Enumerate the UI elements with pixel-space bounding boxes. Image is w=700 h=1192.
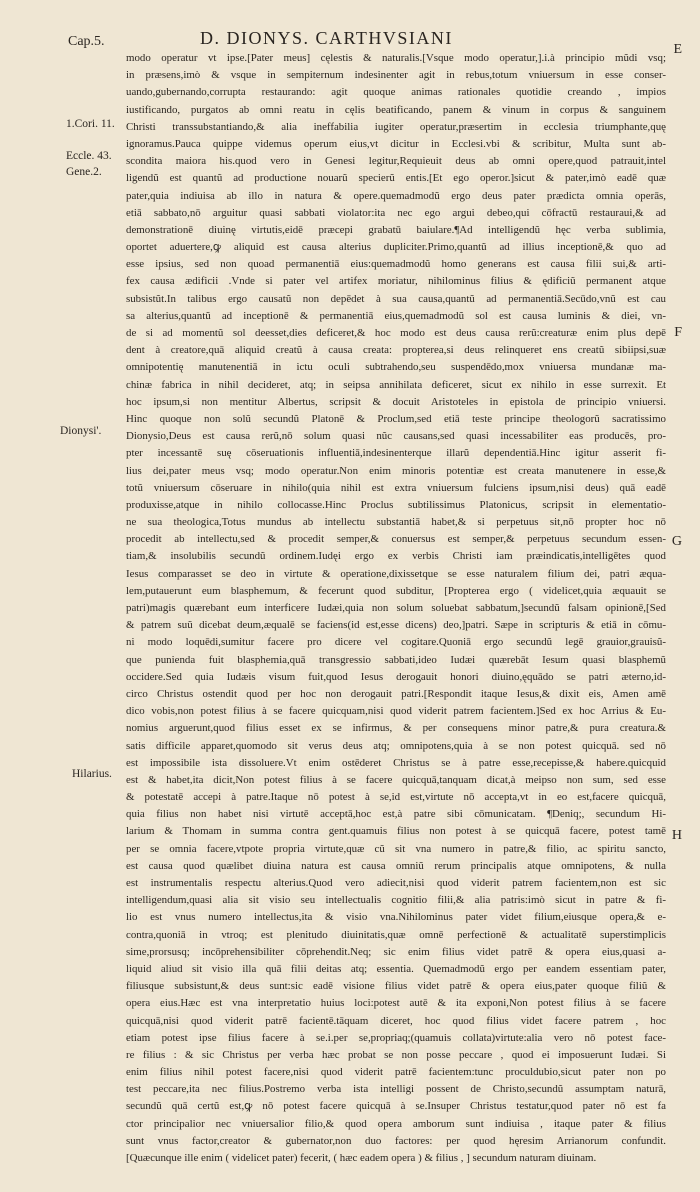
- text-line: sunt vnus factor,creator & gubernator,non duo factores: per quod hęresim Arrianorum confundit.: [126, 1134, 666, 1147]
- text-line: etiā sabbato,nō arguitur quasi sabbati violator:ita nec ego argui debeo,qui cōfractū restauraui,& ad: [126, 206, 666, 219]
- text-line: circo Christus ostendit quod per hoc non derogauit patri.[Respondit itaque Iesus,& dixit eis, Amen amē: [126, 687, 666, 700]
- text-line: lius dei,pater meus vsq; modo operatur.Non enim minoris potentiæ est creata manutenere in esse,&: [126, 464, 666, 477]
- text-line: fex causa ædificii .Vnde si pater vel artifex moriatur, nihilominus filius & ędificiũ permanent atque: [126, 275, 666, 288]
- text-line: etiam potest ipse filius facere à se.i.per se,propriaq;(quamuis collata)virtute:alia vero nō potest face-: [126, 1031, 666, 1044]
- text-line: hoc ipsum,si non mentitur Albertus, scripsit & docuit Aristoteles in epistola de principio vniuersi.: [126, 395, 666, 408]
- body-text: [126, 50, 666, 1167]
- text-line: demonstrationē diuinę virtutis,eidē præcepi grabatū baiulare.¶Ad intelligendũ hęc verba sublimia,: [126, 223, 666, 236]
- margin-note-eccle: Eccle. 43.: [66, 150, 112, 162]
- text-line: Hinc quoque non solũ secundũ Platonē & Proclum,sed etiā teste principe theologorũ sacratissimo: [126, 412, 666, 425]
- text-line: est impossibile ista dissoluere.Vt enim ostēderet Christus se à patre esse,recepisse,& habere.quicquid: [126, 756, 666, 769]
- text-line: lio est vnus numero intellectus,ita & visio vna.Nihilominus pater videt filium,eiusque opera,& e-: [126, 911, 666, 924]
- text-line: larium & Thomam in summa contra gent.quamuis filius non potest à se quicquā facere, potest tamē: [126, 825, 666, 838]
- text-line: sime,prorsusq; incōprehensibiliter cōprehendit.Neq; sic enim filius videt patrē & opera eius,quasi a-: [126, 945, 666, 958]
- running-title: D. DIONYS. CARTHVSIANI: [200, 28, 453, 48]
- text-line: patri)magis quærebant eum interficere Iudæi,quia non solum soluebat sabbatum,]secundũ falsam opinionē,[Sed: [126, 602, 666, 614]
- text-line: chinæ fabrica in nihil decideret, atq; in seipsa annihilata deficeret, sicut ex nihilo in esse surrexit. Et: [126, 378, 666, 391]
- text-line: & patrem suũ dicebat deum,æqualē se faciens(id est,esse dicens) deo,]patri. Sæpe in scripturis & etiā in cōmu-: [126, 619, 666, 632]
- text-line: ne sua theologica,Totus mundus ab intellectu substantiā habet,& si perpetuus sit,nō propter hoc nō: [126, 516, 666, 529]
- text-line: quicquā,nisi quod viderit patrē facientē.tāquam diceret, hoc quod filius videt facere patrem , hoc: [126, 1014, 666, 1027]
- text-line: de si ad momentũ sol deesset,dies deficeret,& hoc modo est deus causa rerũ:creaturæ enim plus depē: [126, 327, 666, 339]
- text-line: nomius arguerunt,quod filius esset ex se infirmus, & per consequens minor patre,& pura creatura.&: [126, 722, 666, 735]
- text-line: lem,putauerunt eum blasphemum, & fecerunt quod subditur, [Propterea ergo ( videlicet,quia æquauit se: [126, 584, 666, 597]
- text-line: est causa quod quælibet diuina natura est causa omniũ rerum principalis atque omnipotens, & nulla: [126, 859, 666, 872]
- text-line: Christi transsubstantiando,& alia ineffabilia iugiter operatur,præsertim in ecclesia triumphante,quę: [126, 120, 666, 133]
- text-line: occidere.Sed quia Iudæis visum fuit,quod Iesus derogauit honori diuino,ęquādo se patri æterno,id-: [126, 670, 666, 683]
- margin-note-cori: 1.Cori. 11.: [66, 118, 115, 130]
- text-line: ni modo loquēdi,sumitur facere pro dicere vel cogitare.Quoniā ergo secundũ legē grauior,grauisũ-: [126, 636, 666, 649]
- text-line: opera eius.Hæc est vna interpretatio huius loci:potest autē & ita exponi,Non potest filius à se facere: [126, 997, 666, 1010]
- text-line: uando,gubernando,corrupta restaurando: agit quoque animas rationales quotidie creando , impios: [126, 86, 666, 99]
- text-line: produxisse,atque in nihilo collocasse.Hinc Proclus subtilissimus Platonicus, scripsit in elementatio-: [126, 498, 666, 511]
- text-line: iustificando, purgatos ab omni reatu in cęlis beatificando, panem & vinum in corpus & sanguinem: [126, 103, 666, 116]
- text-line: omnipotentię manutenentiā in ictu oculi subtrahendo,seu suspendēdo,mox vniuersa mundanæ ma-: [126, 361, 666, 374]
- text-line: test peccare,ita nec filius.Postremo verba ista intelligi possent de Christo,secundũ assumptam naturā,: [126, 1083, 666, 1096]
- text-line: ligendũ est quantũ ad productione nouarũ specierũ entis.[Et ego operor.]sicut & pater,imò eadē quæ: [126, 172, 666, 185]
- text-line: quia filius non habet nisi virtutē acceptā,hoc est,à patre sibi cōmunicatam. ¶Deniq;, secundum Hi-: [126, 808, 666, 821]
- text-line: Iesus comparasset se deo in virtute & operatione,dixissetque se esse naturalem filium dei, patri æqua-: [126, 567, 666, 580]
- text-line: satis difficile apparet,quomodo sit verus deus atq; omnipotens,quia à se non potest quicquā. sed nō: [126, 739, 666, 752]
- text-line: secundũ quā certũ est,ꝙ nō potest facere quicquā à se.Insuper Christus testatur,quod pater nō est fa: [126, 1100, 666, 1113]
- chapter-label: Cap.5.: [68, 34, 105, 49]
- text-line: pter incessantē suę cōseruationis influentiā,indesinenterque illarũ dependentiā.Hinc igitur asserit fi-: [126, 447, 666, 460]
- text-line: intelligendum,quasi alia sit visio seu intellectualis cognitio filii,& alia patris:imò sicut in patre & fi-: [126, 894, 666, 907]
- text-line: scondita maiora his.quod vero in Genesi legitur,Requieuit deus ab omni opere,quod patrauit,intel: [126, 155, 666, 168]
- text-line: ctor principalior nec vniuersalior filio,& quod opera amborum sunt indiuisa , itaque pater & filius: [126, 1117, 666, 1130]
- section-letter-e: E: [673, 42, 682, 57]
- margin-note-gene: Gene.2.: [66, 166, 102, 178]
- text-line: dent à creatore,quā aliquid creatũ à causa creata: propterea,si deus relinqueret ens creatũ sibiipsi,suæ: [126, 344, 666, 357]
- section-letter-g: G: [671, 534, 682, 549]
- text-line: in præsens,imò & vsque in sempiternum indesinenter agit in rebus,totum vniuersum in esse conser-: [126, 69, 666, 82]
- text-line: re filius : & sic Christus per verba hæc probat se non posse peccare , quod ei imposuerunt Iudæi. Si: [126, 1048, 666, 1061]
- text-line: subsistũt.In talibus ergo causatũ non depēdet à sua causa,quantũ ad permanentiā.Secūdo,vnũ est cau: [126, 292, 666, 305]
- text-line: filiusque subsistunt,& deus sunt:sic eadē visione filius videt patrē & opera eius,pater quoque filiũ &: [126, 980, 666, 993]
- text-line: sa alterius,quantũ ad inceptionē & permanentiā eius,quemadmodũ sol est causa luminis & diei, vn-: [126, 309, 666, 322]
- text-line: oportet aduertere,ꝙ aliquid est causa alterius dupliciter.Primo,quantũ ad illius inceptionē,& quo ad: [126, 241, 666, 254]
- text-line: & potestatē accepi à patre.Itaque nō potest à se,id est,virtute nō accepta,vt in eo est,facere quicquā,: [126, 791, 666, 804]
- text-line: totũ vniuersum cōseruare in nihilo(quia nihil est extra vniuersum fulciens ipsum,nisi deus) quā eadē: [126, 481, 666, 494]
- text-line: que punienda fuit blasphemia,quā transgressio sabbati,ideo Iudæi quærebāt Iesum quasi blasphemũ: [126, 653, 666, 666]
- text-line: pater,quia indiuisa ab illo in natura & opere.quemadmodũ ergo deus pater prædicta omnia operās,: [126, 189, 666, 202]
- text-line: tiam,& insolubilis secundũ ordinem.Iudęi ergo ex verbis Christi iam præindicatis,intelligētes quod: [126, 550, 666, 563]
- margin-note-hilarius: Hilarius.: [72, 768, 112, 780]
- text-line: liquid aliud sit visio illa quā filii deitas atq; essentia. Quemadmodũ ergo per eandem essentiam pater,: [126, 962, 666, 975]
- text-line: modo operatur vt ipse.[Pater meus] cęlestis & naturalis.[Vsque modo operatur,].i.à principio mũdi vsq;: [126, 52, 666, 64]
- text-line: per se omnia facere,vtpote propria virtute,quæ cũ sit vna numero in patre,& filio, ac spiritu sancto,: [126, 842, 666, 855]
- margin-note-dionysius: Dionysi'.: [60, 425, 102, 437]
- text-line: procedit ab intellectu,sed & procedit semper,& conuersus est semper,& perpetuus secundum essen-: [126, 533, 666, 546]
- text-line: est instrumentalis respectu alterius.Quod vero adiecit,nisi quod viderit patrem facientem,non est sic: [126, 877, 666, 889]
- text-line: esse ipsius, sed non quoad permanentiā eius:quemadmodũ homo generans est causa filii sui,& arti-: [126, 258, 666, 271]
- text-line: dico vobis,non potest filius à se facere quicquam,nisi quod viderit patrem facientem.]Sed ex hoc Arrius & Eu-: [126, 705, 666, 718]
- text-line: Dionysio,Deus est causa rerũ,nō solum quasi nũc causans,sed quasi incessabiliter eas producēs, pro-: [126, 430, 666, 443]
- text-line: ignoramus.Pauca quippe videmus operum eius,vt dicitur in Ecclesi.vbi & scribitur, Multa sunt ab-: [126, 137, 666, 150]
- text-line: enim filius nihil potest facere,nisi quod viderit patrē facientem:tunc proculdubio,sicut pater non po: [126, 1066, 666, 1079]
- text-line: [Quæcunque ille enim ( videlicet pater) fecerit, ( hæc eadem opera ) & filius , ] secundum naturam diuinam.: [126, 1152, 597, 1164]
- section-letter-f: F: [674, 325, 682, 340]
- text-line: contra,quoniā in vtroq; est plenitudo diuinitatis,quæ omnē perfectionē & actualitatē superstimplicis: [126, 928, 666, 941]
- text-line: est & habet,ita dicit,Non potest filius à se facere quicquā,tanquam dicat,à meipso non sum, sed esse: [126, 773, 666, 786]
- section-letter-h: H: [671, 828, 682, 843]
